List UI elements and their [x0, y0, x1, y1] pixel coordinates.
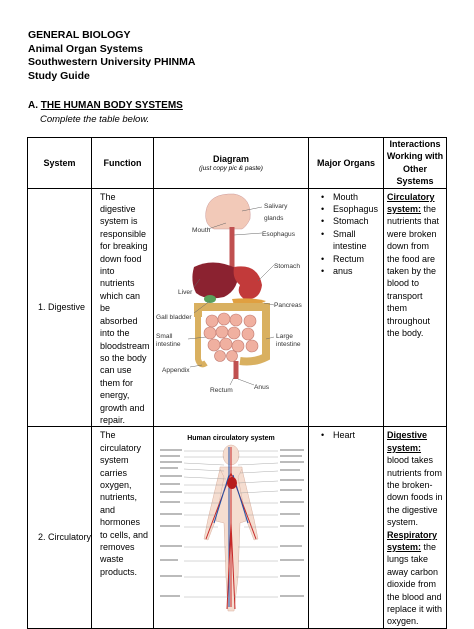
header-system: System — [28, 138, 92, 189]
function-cell: The digestive system is responsible for breaking down food into nutrients which can be absorbed into the bloodstream so the body can use them for energy, growth and repair. — [92, 188, 154, 427]
system-cell: 2. Circulatory — [28, 427, 92, 629]
organs-cell — [309, 188, 384, 427]
interactions-cell — [384, 427, 447, 629]
doc-type: Study Guide — [28, 69, 90, 82]
circulatory-diagram-title: Human circulatory system — [187, 435, 275, 443]
interaction-text: the nutrients that were broken down from the food are taken by the blood to transport them throughout the body. — [387, 204, 440, 339]
header-function: Function — [92, 138, 154, 189]
body-systems-table — [27, 137, 447, 629]
interaction-system: Digestive system: — [387, 430, 428, 453]
label-mouth: Mouth — [192, 226, 211, 234]
topic-title: Animal Organ Systems — [28, 42, 143, 55]
table-row — [28, 188, 447, 427]
header-diagram-note: (just copy pic & paste) — [199, 165, 263, 173]
function-cell: The circulatory system carries oxygen, nutrients, and hormones to cells, and removes waste products. — [92, 427, 154, 629]
label-large-intestine: Large intestine — [276, 332, 301, 348]
label-gall-bladder: Gall bladder — [156, 313, 192, 321]
label-salivary-glands: Salivary glands — [264, 202, 288, 223]
interaction-text: the lungs take away carbon dioxide from the blood and replace it with oxygen. — [387, 542, 443, 627]
header-diagram-label: Diagram — [212, 153, 249, 164]
system-cell: 1. Digestive — [28, 188, 92, 427]
list-item: • Small intestine — [311, 228, 381, 253]
header-organs: Major Organs — [309, 138, 384, 189]
school-name: Southwestern University PHINMA — [28, 56, 196, 69]
label-appendix: Appendix — [162, 366, 190, 374]
list-item: • anus — [311, 265, 381, 277]
table-header-row — [28, 138, 447, 189]
list-item: • Esophagus — [311, 203, 381, 215]
document-header — [28, 29, 195, 83]
section-title: THE HUMAN BODY SYSTEMS — [40, 100, 183, 111]
list-item: • Rectum — [311, 253, 381, 265]
label-liver: Liver — [178, 288, 193, 296]
label-stomach: Stomach — [274, 262, 301, 270]
table-row — [28, 427, 447, 629]
interaction-system: Respiratory system: — [387, 529, 438, 552]
circulatory-diagram-cell — [154, 427, 309, 629]
organ-list — [311, 191, 381, 278]
label-rectum: Rectum — [210, 386, 233, 394]
list-item: • Stomach — [311, 215, 381, 227]
list-item: • Heart — [311, 429, 381, 441]
label-small-intestine: Small intestine — [156, 332, 181, 348]
list-item: • Mouth — [311, 191, 381, 203]
interactions-cell — [384, 188, 447, 427]
label-pancreas: Pancreas — [274, 301, 302, 309]
section-instruction: Complete the table below. — [40, 114, 150, 125]
circulatory-system-diagram — [154, 427, 309, 615]
course-title: GENERAL BIOLOGY — [28, 29, 131, 41]
header-diagram — [154, 138, 309, 189]
label-esophagus: Esophagus — [262, 230, 295, 238]
digestive-diagram-cell — [154, 188, 309, 427]
organ-list — [311, 429, 381, 441]
header-interactions: Interactions Working with Other Systems — [384, 138, 447, 189]
section-prefix: A. — [28, 100, 38, 111]
organs-cell — [309, 427, 384, 629]
section-heading — [28, 100, 183, 111]
interaction-system: Circulatory system: — [387, 191, 435, 215]
label-anus: Anus — [254, 383, 270, 391]
interaction-text: blood takes nutrients from the broken-down foods in the digestive system. — [387, 455, 443, 528]
